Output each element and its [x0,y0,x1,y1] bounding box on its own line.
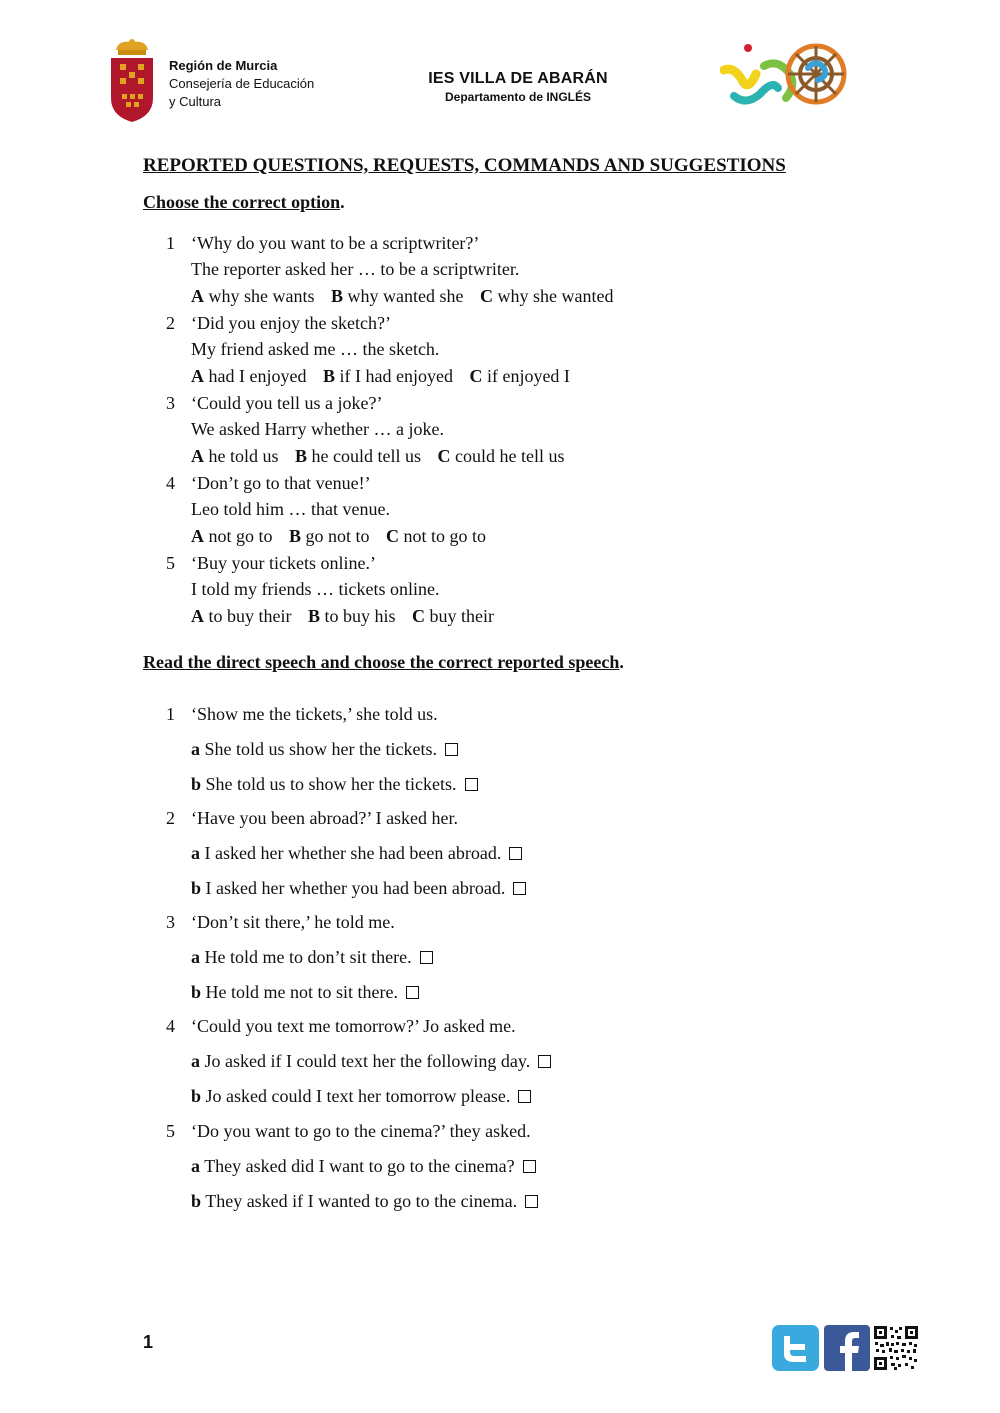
s2-item1-option-a: a She told us show her the tickets. [191,739,458,759]
option-letter: C [412,606,426,626]
s2-item3-number: 3 [166,912,175,932]
s2-item1-number: 1 [166,704,175,724]
section1-instruction: Choose the correct option. [143,192,345,212]
option-text[interactable]: not to go to [403,526,487,546]
section2-instruction-text: Read the direct speech and choose the correct reported speech [143,652,620,672]
s2-item4-number: 4 [166,1016,175,1036]
checkbox[interactable] [518,1090,531,1103]
option-letter: B [295,446,308,466]
s1-item5-reported: I told my friends … tickets online. [191,579,440,599]
s2-item5-option-b: b They asked if I wanted to go to the cinema. [191,1191,538,1211]
murcia-crest-icon [108,36,156,124]
option-a-text: Jo asked if I could text her the following day. [204,1051,531,1071]
s2-item2-direct: ‘Have you been abroad?’ I asked her. [191,808,459,828]
s1-item3-number: 3 [166,393,175,413]
s1-item2-direct: ‘Did you enjoy the sketch?’ [191,313,391,333]
option-letter: B [331,286,344,306]
facebook-icon[interactable] [824,1325,870,1371]
section1-instruction-text: Choose the correct option [143,192,341,212]
school-block [380,70,656,104]
s2-item2-option-a: a I asked her whether she had been abroad. [191,843,522,863]
checkbox[interactable] [509,847,522,860]
option-text[interactable]: not go to [208,526,273,546]
option-text[interactable]: could he tell us [455,446,565,466]
checkbox[interactable] [420,951,433,964]
option-b-text: I asked her whether you had been abroad. [205,878,506,898]
s2-item3-option-b: b He told me not to sit there. [191,982,419,1002]
option-letter: B [289,526,302,546]
s1-item4-options [191,526,486,546]
option-a-text: She told us show her the tickets. [204,739,437,759]
section2-instruction: Read the direct speech and choose the correct reported speech. [143,652,624,672]
option-text[interactable]: buy their [429,606,495,626]
s1-item1-reported: The reporter asked her … to be a scriptwriter. [191,259,520,279]
school-department: Departamento de INGLÉS [444,90,592,104]
s2-item5-option-a: a They asked did I want to go to the cinema? [191,1156,536,1176]
qr-code-icon[interactable] [874,1326,918,1370]
option-a-text: He told me to don’t sit there. [204,947,412,967]
s1-item5-direct: ‘Buy your tickets online.’ [191,553,376,573]
option-letter: B [322,366,335,386]
option-a-text: They asked did I want to go to the cinema? [204,1156,515,1176]
s2-item1-direct: ‘Show me the tickets,’ she told us. [191,704,438,724]
option-letter: A [191,366,204,386]
option-letter: A [191,286,204,306]
checkbox[interactable] [406,986,419,999]
option-text[interactable]: go not to [305,526,370,546]
s2-item3-option-a: a He told me to don’t sit there. [191,947,433,967]
s1-item2-options [191,366,570,386]
school-name: IES VILLA DE ABARÁN [428,70,608,87]
s1-item1-number: 1 [166,233,175,253]
s1-item5-options [191,606,494,626]
s1-item2-reported: My friend asked me … the sketch. [191,339,440,359]
s1-item2-number: 2 [166,313,175,333]
checkbox[interactable] [445,743,458,756]
option-letter: C [386,526,400,546]
region-name: Región de Murcia [169,58,278,73]
department-line-2: y Cultura [169,94,222,109]
checkbox[interactable] [513,882,526,895]
school-logo-icon [720,40,852,116]
option-b-text: She told us to show her the tickets. [205,774,457,794]
option-letter: A [191,446,204,466]
option-letter: C [480,286,493,306]
s1-item4-number: 4 [166,473,175,493]
s2-item3-direct: ‘Don’t sit there,’ he told me. [191,912,395,932]
option-letter: C [437,446,451,466]
option-text[interactable]: had I enjoyed [208,366,307,386]
s1-item3-reported: We asked Harry whether … a joke. [191,419,444,439]
option-letter: C [469,366,483,386]
s2-item4-option-b: b Jo asked could I text her tomorrow please. [191,1086,531,1106]
option-text[interactable]: why wanted she [347,286,464,306]
s2-item2-number: 2 [166,808,175,828]
option-b-text: He told me not to sit there. [205,982,398,1002]
option-letter: A [191,606,204,626]
checkbox[interactable] [465,778,478,791]
s1-item1-direct: ‘Why do you want to be a scriptwriter?’ [191,233,480,253]
option-text[interactable]: he told us [208,446,279,466]
option-text[interactable]: to buy his [324,606,396,626]
s2-item5-number: 5 [166,1121,175,1141]
option-text[interactable]: to buy their [208,606,292,626]
option-text[interactable]: he could tell us [311,446,421,466]
s1-item1-options [191,286,613,306]
option-letter: B [308,606,321,626]
s2-item5-direct: ‘Do you want to go to the cinema?’ they asked. [191,1121,531,1141]
s1-item3-options [191,446,564,466]
checkbox[interactable] [525,1195,538,1208]
department-line-1: Consejería de Educación [169,76,315,91]
worksheet-title: REPORTED QUESTIONS, REQUESTS, COMMANDS AND SUGGESTIONS [143,155,786,176]
s2-item4-direct: ‘Could you text me tomorrow?’ Jo asked me. [191,1016,516,1036]
social-icons [772,1324,920,1372]
s2-item1-option-b: b She told us to show her the tickets. [191,774,478,794]
s1-item3-direct: ‘Could you tell us a joke?’ [191,393,383,413]
option-text[interactable]: why she wanted [497,286,614,306]
s1-item4-direct: ‘Don’t go to that venue!’ [191,473,371,493]
twitter-icon[interactable] [772,1325,819,1371]
option-text[interactable]: why she wants [208,286,315,306]
checkbox[interactable] [538,1055,551,1068]
option-text[interactable]: if I had enjoyed [339,366,453,386]
checkbox[interactable] [523,1160,536,1173]
option-b-text: They asked if I wanted to go to the cinema. [205,1191,518,1211]
option-b-text: Jo asked could I text her tomorrow please. [205,1086,511,1106]
s2-item2-option-b: b I asked her whether you had been abroad. [191,878,526,898]
s1-item4-reported: Leo told him … that venue. [191,499,390,519]
s1-item5-number: 5 [166,553,175,573]
option-text[interactable]: if enjoyed I [486,366,570,386]
option-a-text: I asked her whether she had been abroad. [204,843,502,863]
option-letter: A [191,526,204,546]
s2-item4-option-a: a Jo asked if I could text her the following day. [191,1051,551,1071]
region-block [169,57,314,111]
page-number: 1 [143,1332,154,1352]
